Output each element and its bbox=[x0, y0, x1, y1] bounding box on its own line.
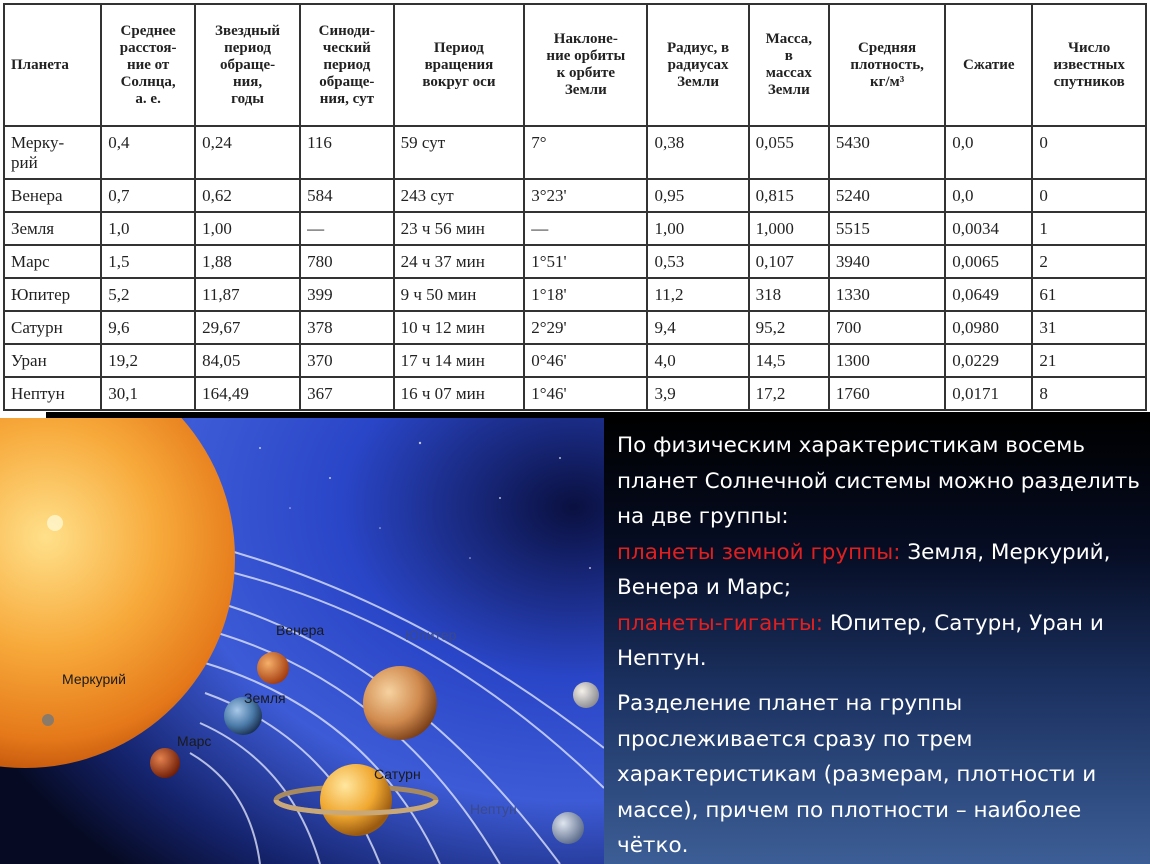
table-cell: 1°46' bbox=[524, 377, 647, 410]
planet-name-cell: Марс bbox=[4, 245, 101, 278]
table-header-row bbox=[4, 4, 1146, 126]
table-row bbox=[4, 278, 1146, 311]
table-cell: 9,4 bbox=[647, 311, 748, 344]
table-cell: 8 bbox=[1032, 377, 1146, 410]
table-cell: 9,6 bbox=[101, 311, 195, 344]
table-cell: 2 bbox=[1032, 245, 1146, 278]
planet-neptune bbox=[552, 812, 584, 844]
table-cell: 0,0034 bbox=[945, 212, 1032, 245]
table-cell: 0,53 bbox=[647, 245, 748, 278]
table-cell: 584 bbox=[300, 179, 394, 212]
table-cell: 9 ч 50 мин bbox=[394, 278, 525, 311]
planet-mercury bbox=[42, 714, 54, 726]
table-cell: 3°23' bbox=[524, 179, 647, 212]
column-header: Период вращения вокруг оси bbox=[394, 4, 525, 126]
column-header: Наклоне- ние орбиты к орбите Земли bbox=[524, 4, 647, 126]
table-row bbox=[4, 179, 1146, 212]
table-cell: 399 bbox=[300, 278, 394, 311]
table-cell: 17,2 bbox=[749, 377, 829, 410]
table-cell: 17 ч 14 мин bbox=[394, 344, 525, 377]
table-cell: 1,000 bbox=[749, 212, 829, 245]
planet-uranus bbox=[573, 682, 599, 708]
table-cell: 30,1 bbox=[101, 377, 195, 410]
label-saturn: Сатурн bbox=[374, 766, 421, 782]
table-cell: — bbox=[524, 212, 647, 245]
table-cell: 700 bbox=[829, 311, 945, 344]
table-cell: 29,67 bbox=[195, 311, 300, 344]
planet-name-cell: Уран bbox=[4, 344, 101, 377]
planet-jupiter bbox=[363, 666, 437, 740]
table-cell: 0,815 bbox=[749, 179, 829, 212]
solar-system-svg bbox=[0, 418, 604, 864]
sun-flare bbox=[47, 515, 63, 531]
text-panel bbox=[604, 418, 1150, 864]
column-header: Сжатие bbox=[945, 4, 1032, 126]
planet-venus bbox=[257, 652, 289, 684]
table-cell: 0°46' bbox=[524, 344, 647, 377]
table-cell: 0,62 bbox=[195, 179, 300, 212]
table-cell: 1,5 bbox=[101, 245, 195, 278]
planet-characteristics-table-panel bbox=[0, 0, 1150, 412]
table-row bbox=[4, 212, 1146, 245]
table-row bbox=[4, 344, 1146, 377]
column-header: Синоди- ческий период обраще- ния, сут bbox=[300, 4, 394, 126]
solar-system-illustration bbox=[0, 418, 604, 864]
table-cell: 1,00 bbox=[195, 212, 300, 245]
column-header: Средняя плотность, кг/м³ bbox=[829, 4, 945, 126]
planet-name-cell: Земля bbox=[4, 212, 101, 245]
table-cell: 0,38 bbox=[647, 126, 748, 179]
table-cell: 24 ч 37 мин bbox=[394, 245, 525, 278]
column-header: Звездный период обраще- ния, годы bbox=[195, 4, 300, 126]
table-cell: 59 сут bbox=[394, 126, 525, 179]
table-row bbox=[4, 245, 1146, 278]
table-cell: 370 bbox=[300, 344, 394, 377]
table-cell: 11,87 bbox=[195, 278, 300, 311]
intro-text: По физическим характеристикам восемь планет Солнечной системы можно разделить на две группы: bbox=[617, 433, 1140, 529]
table-cell: 0 bbox=[1032, 179, 1146, 212]
planet-name-cell: Нептун bbox=[4, 377, 101, 410]
table-cell: 1,88 bbox=[195, 245, 300, 278]
table-cell: 23 ч 56 мин bbox=[394, 212, 525, 245]
planet-name-cell: Венера bbox=[4, 179, 101, 212]
label-mars: Марс bbox=[177, 733, 212, 749]
table-cell: 5515 bbox=[829, 212, 945, 245]
column-header: Планета bbox=[4, 4, 101, 126]
table-cell: 3940 bbox=[829, 245, 945, 278]
table-cell: 367 bbox=[300, 377, 394, 410]
table-cell: 116 bbox=[300, 126, 394, 179]
table-row bbox=[4, 377, 1146, 410]
label-mercury: Меркурий bbox=[62, 671, 126, 687]
table-cell: 0,0 bbox=[945, 179, 1032, 212]
table-cell: 1300 bbox=[829, 344, 945, 377]
table-cell: 0,95 bbox=[647, 179, 748, 212]
table-cell: 318 bbox=[749, 278, 829, 311]
table-cell: 95,2 bbox=[749, 311, 829, 344]
column-header: Среднее расстоя- ние от Солнца, а. е. bbox=[101, 4, 195, 126]
table-cell: 21 bbox=[1032, 344, 1146, 377]
table-cell: 19,2 bbox=[101, 344, 195, 377]
table-cell: 378 bbox=[300, 311, 394, 344]
table-cell: 84,05 bbox=[195, 344, 300, 377]
criteria-paragraph: Разделение планет на группы прослеживается сразу по трем характеристикам (размерам, плотности и массе), причем по плотности – наиболее чётко. bbox=[617, 691, 1097, 858]
table-row bbox=[4, 126, 1146, 179]
table-cell: 1330 bbox=[829, 278, 945, 311]
table-cell: 1°51' bbox=[524, 245, 647, 278]
table-cell: 5,2 bbox=[101, 278, 195, 311]
table-cell: 0,0980 bbox=[945, 311, 1032, 344]
table-cell: 0 bbox=[1032, 126, 1146, 179]
table-cell: 11,2 bbox=[647, 278, 748, 311]
table-cell: 14,5 bbox=[749, 344, 829, 377]
label-venus: Венера bbox=[276, 622, 325, 638]
table-cell: 0,107 bbox=[749, 245, 829, 278]
planet-mars bbox=[150, 748, 180, 778]
giant-planets-list: Юпитер, Сатурн, Уран и Нептун. bbox=[617, 610, 1104, 671]
table-cell: 16 ч 07 мин bbox=[394, 377, 525, 410]
table-cell: 5430 bbox=[829, 126, 945, 179]
table-cell: 5240 bbox=[829, 179, 945, 212]
table-row bbox=[4, 311, 1146, 344]
table-cell: 0,0229 bbox=[945, 344, 1032, 377]
table-cell: 0,0171 bbox=[945, 377, 1032, 410]
label-neptune: Нептун bbox=[470, 801, 517, 817]
table-cell: 31 bbox=[1032, 311, 1146, 344]
column-header: Масса, в массах Земли bbox=[749, 4, 829, 126]
classification-paragraph bbox=[617, 428, 1150, 677]
label-earth: Земля bbox=[244, 690, 286, 706]
column-header: Число известных спутников bbox=[1032, 4, 1146, 126]
table-cell: 0,055 bbox=[749, 126, 829, 179]
table-cell: 0,7 bbox=[101, 179, 195, 212]
terrestrial-group-list: Земля, Меркурий, Венера и Марс; bbox=[617, 539, 1111, 600]
table-cell: 1760 bbox=[829, 377, 945, 410]
table-cell: 1 bbox=[1032, 212, 1146, 245]
table-cell: 1,0 bbox=[101, 212, 195, 245]
table-cell: — bbox=[300, 212, 394, 245]
table-cell: 0,0 bbox=[945, 126, 1032, 179]
table-cell: 1°18' bbox=[524, 278, 647, 311]
planet-characteristics-table bbox=[3, 3, 1147, 411]
table-cell: 2°29' bbox=[524, 311, 647, 344]
planet-name-cell: Мерку- рий bbox=[4, 126, 101, 179]
table-cell: 0,4 bbox=[101, 126, 195, 179]
table-cell: 780 bbox=[300, 245, 394, 278]
table-cell: 10 ч 12 мин bbox=[394, 311, 525, 344]
table-cell: 0,0649 bbox=[945, 278, 1032, 311]
table-cell: 4,0 bbox=[647, 344, 748, 377]
planet-name-cell: Сатурн bbox=[4, 311, 101, 344]
terrestrial-group-label: планеты земной группы: bbox=[617, 539, 901, 565]
table-cell: 7° bbox=[524, 126, 647, 179]
label-jupiter: Юпитер bbox=[405, 627, 457, 643]
table-body bbox=[4, 126, 1146, 410]
giant-planets-label: планеты-гиганты: bbox=[617, 610, 824, 636]
table-cell: 1,00 bbox=[647, 212, 748, 245]
table-cell: 0,24 bbox=[195, 126, 300, 179]
table-cell: 243 сут bbox=[394, 179, 525, 212]
table-cell: 0,0065 bbox=[945, 245, 1032, 278]
table-cell: 164,49 bbox=[195, 377, 300, 410]
table-cell: 3,9 bbox=[647, 377, 748, 410]
table-cell: 61 bbox=[1032, 278, 1146, 311]
planet-name-cell: Юпитер bbox=[4, 278, 101, 311]
column-header: Радиус, в радиусах Земли bbox=[647, 4, 748, 126]
